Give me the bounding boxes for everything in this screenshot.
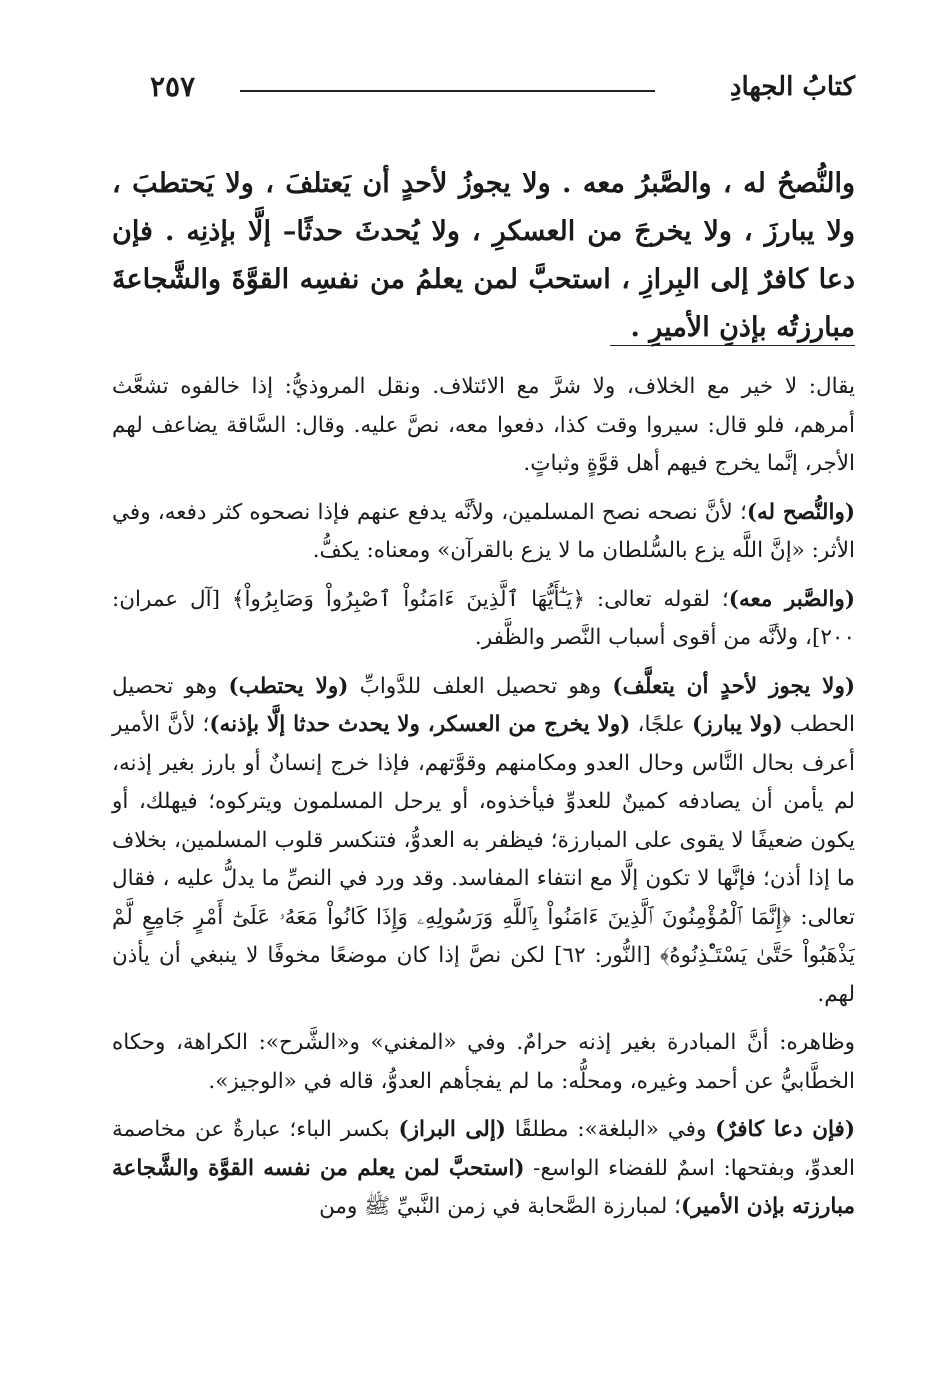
commentary-segment: وهو تحصيل الحطب	[112, 673, 856, 737]
commentary-paragraph	[112, 1111, 855, 1227]
quoted-matn-segment: (ولا يبارز)	[692, 712, 783, 737]
commentary-segment: ؛ لقوله تعالى: ﴿يَـٰٓأَيُّهَا ٱلَّذِينَ ءَامَنُواْ ٱصْبِرُواْ وَصَابِرُواْ﴾ [آل عمران: ٢٠٠]، ولأنَّه من أقوى أسباب النَّصر والظَّفر.	[112, 586, 855, 650]
commentary-paragraph	[112, 368, 855, 484]
commentary-segment: بكسر الباء؛ عبارةٌ عن مخاصمة العدوِّ، وبفتحها: اسمٌ للفضاء الواسع-	[112, 1117, 855, 1181]
commentary-segment: وفي «البلغة»: مطلقًا	[505, 1117, 716, 1142]
commentary	[112, 368, 855, 1237]
quoted-matn-segment: (إلى البراز)	[398, 1117, 506, 1142]
commentary-segment: ؛ لأنَّ الأمير أعرف بحال النَّاس وحال العدو ومكامنهم وقوَّتهم، فإذا خرج إنسانٌ أو بارز بغير إذنه، لم يأمن أن يصادفه كمينٌ للعدوِّ فيأخذوه، أو يرحل المسلمون ويتركوه؛ فيهلك، أو يكون ضعيفًا لا يقوى على المبارزة؛ فيظفر به العدوُّ، فتنكسر قلوب المسلمين، بخلاف ما إذا أذن؛ فإنَّها لا تكون إلَّا مع انتفاء المفاسد. وقد ورد في النصِّ ما يدلُّ عليه ، فقال تعالى: ﴿إِنَّمَا ٱلْمُؤْمِنُونَ ٱلَّذِينَ ءَامَنُواْ بِٱللَّهِ وَرَسُولِهِۦ وَإِذَا كَانُواْ مَعَهُۥ عَلَىٰٓ أَمْرٍ جَامِعٍ لَّمْ يَذْهَبُواْ حَتَّىٰ يَسْتَـْٔذِنُوهُ﴾ [النُّور: ٦٢] لكن نصَّ إذا كان موضعًا مخوفًا لا ينبغي أن يأذن لهم.	[112, 712, 855, 1007]
commentary-segment: وهو تحصيل العلف للدَّوابِّ	[348, 673, 613, 699]
main-text: والنُّصحُ له ، والصَّبرُ معه . ولا يجوزُ لأحدٍ أن يَعتلفَ ، ولا يَحتطبَ ، ولا يبارزَ ، ولا يخرجَ من العسكرِ ، ولا يُحدثَ حدثًا– إلَّا بإذنِه . فإن دعا كافرٌ إلى البِرازِ ، استحبَّ لمن يعلمُ من نفسِه القوَّةَ والشَّجاعةَ مبارزتُه بإذنِ الأميرِ .	[112, 168, 855, 343]
commentary-paragraph	[112, 494, 855, 571]
quoted-matn-segment: (ولا يحتطب)	[228, 673, 349, 699]
commentary-paragraph	[112, 1024, 855, 1101]
commentary-paragraph	[112, 668, 855, 1015]
commentary-segment: علجًا،	[630, 712, 693, 737]
page-header	[150, 70, 855, 110]
quoted-matn-segment: (ولا يجوز لأحدٍ أن يتعلَّف)	[612, 673, 855, 699]
commentary-paragraph	[112, 581, 855, 658]
commentary-segment: ؛ لأنَّ نصحه نصح المسلمين، ولأنَّه يدفع عنهم فإذا نصحوه كثر دفعه، وفي الأثر: «إنَّ اللَّه يزع بالسُّلطان ما لا يزع بالقرآن» ومعناه: يكفُّ.	[112, 499, 855, 563]
footnote-divider	[610, 345, 855, 346]
page-number: ٢٥٧	[150, 70, 196, 103]
header-rule	[240, 90, 655, 92]
commentary-segment: يقال: لا خير مع الخلاف، ولا شرَّ مع الائتلاف. ونقل المروذيُّ: إذا خالفوه تشعَّث أمرهم، فلو قال: سيروا وقت كذا، دفعوا معه، نصَّ عليه. وقال: السَّاقة يضاعف لهم الأجر، إنَّما يخرج فيهم أهل قوَّةٍ وثباتٍ.	[112, 374, 855, 476]
quoted-matn-segment: (ولا يخرج من العسكر، ولا يحدث حدثا إلَّا بإذنه)	[209, 712, 631, 737]
commentary-segment: ؛ لمبارزة الصَّحابة في زمن النَّبيِّ ﷺ ومن	[319, 1194, 682, 1219]
quoted-matn-segment: (استحبَّ لمن يعلم من نفسه القوَّة والشَّجاعة مبارزته بإذن الأمير)	[112, 1155, 855, 1219]
running-title: كتابُ الجهادِ	[729, 72, 855, 102]
commentary-segment: وظاهره: أنَّ المبادرة بغير إذنه حرامٌ. وفي «المغني» و«الشَّرح»: الكراهة، وحكاه الخطَّابيُّ عن أحمد وغيره، ومحلُّه: ما لم يفجأهم العدوُّ، قاله في «الوجيز».	[112, 1030, 855, 1094]
quoted-matn-segment: (والصَّبر معه)	[728, 586, 855, 612]
quoted-matn-segment: (والنُّصح له)	[746, 499, 855, 525]
quoted-matn-segment: (فإن دعا كافرٌ)	[715, 1117, 855, 1142]
